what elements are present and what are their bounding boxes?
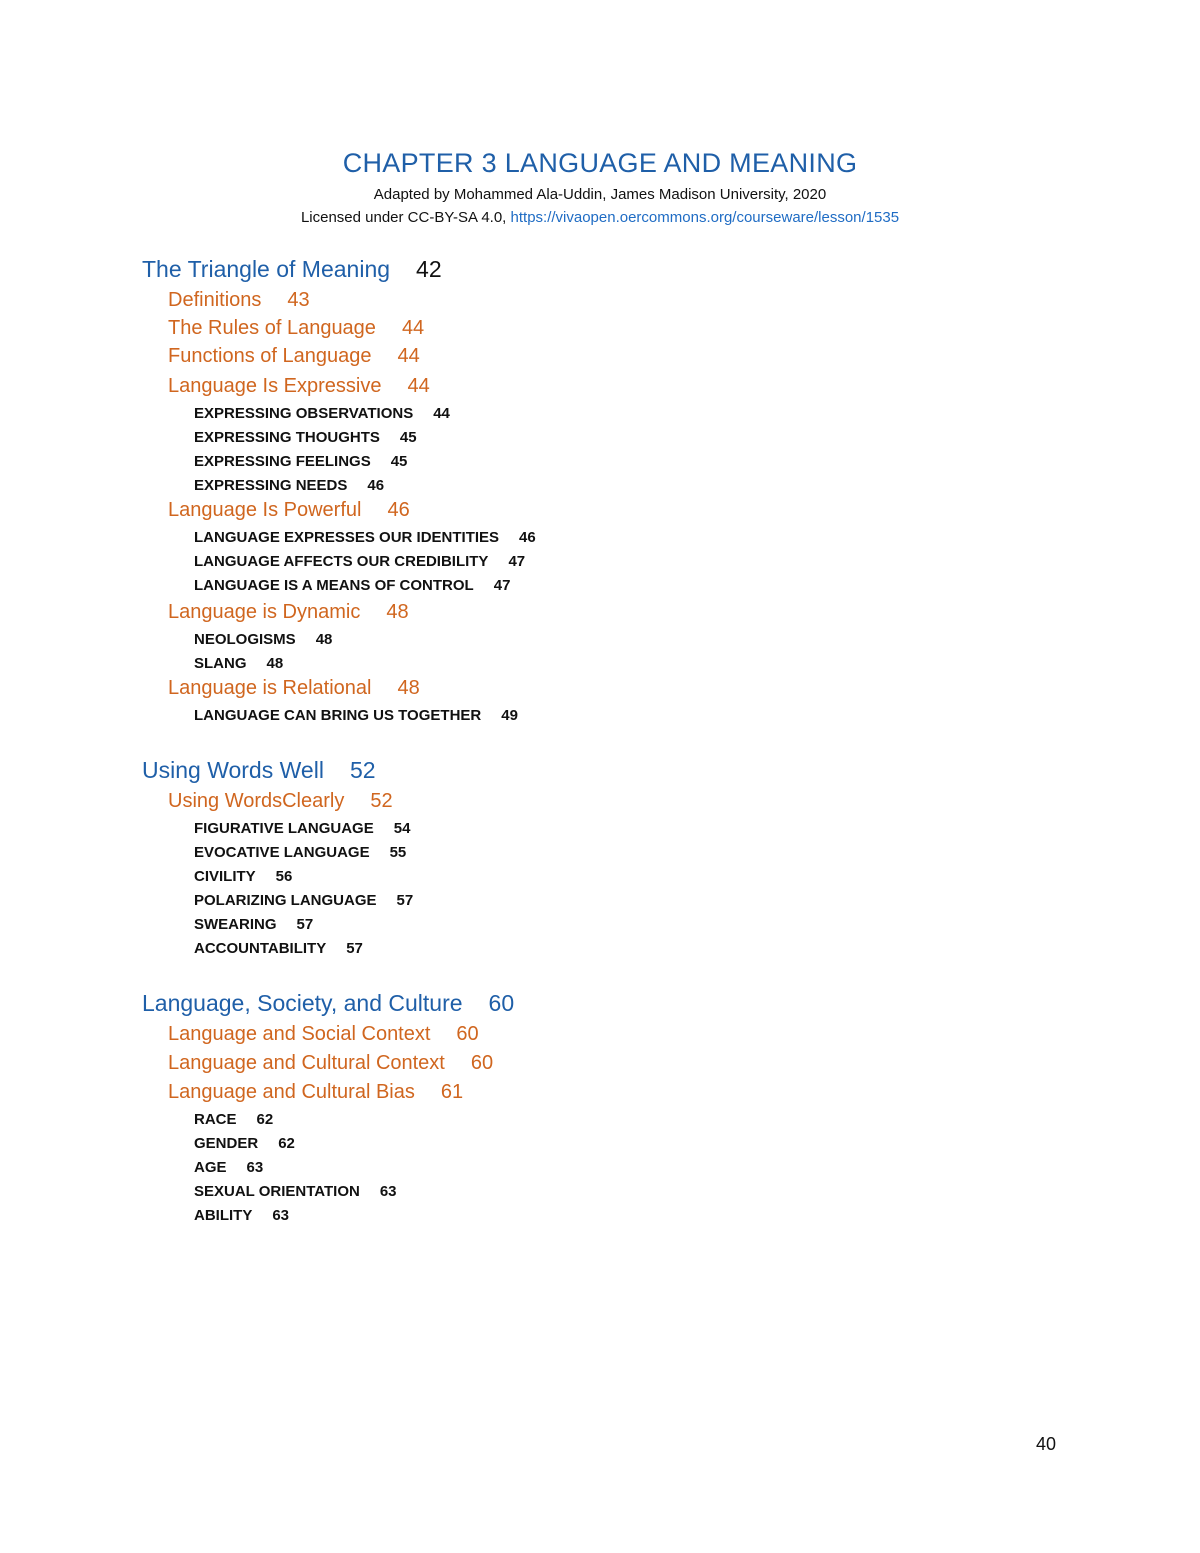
- toc-entry[interactable]: [168, 1052, 493, 1075]
- toc-title: The Triangle of Meaning: [142, 256, 391, 282]
- toc-entry[interactable]: [194, 631, 332, 648]
- toc-title: EVOCATIVE LANGUAGE: [194, 844, 370, 861]
- toc-page: 48: [315, 631, 333, 648]
- toc-entry[interactable]: [194, 577, 510, 594]
- toc-title: EXPRESSING NEEDS: [194, 477, 348, 494]
- toc-page: 42: [416, 256, 442, 282]
- toc-entry[interactable]: [168, 375, 430, 398]
- toc-page: 63: [379, 1183, 397, 1200]
- chapter-title: CHAPTER 3 LANGUAGE AND MEANING: [342, 148, 858, 178]
- toc-title: Language and Social Context: [168, 1023, 431, 1045]
- toc-title: SEXUAL ORIENTATION: [194, 1183, 360, 1200]
- toc-entry[interactable]: [194, 892, 413, 909]
- toc-entry[interactable]: [194, 529, 536, 546]
- toc-title: LANGUAGE EXPRESSES OUR IDENTITIES: [194, 529, 500, 546]
- toc-page: 60: [470, 1052, 494, 1074]
- toc-page: 54: [393, 820, 411, 837]
- toc-page: 49: [501, 707, 518, 724]
- toc-entry[interactable]: [168, 677, 420, 700]
- toc-title: POLARIZING LANGUAGE: [194, 892, 377, 909]
- toc-entry[interactable]: [194, 477, 384, 494]
- license-line: [0, 209, 1200, 226]
- toc-entry[interactable]: [168, 289, 310, 312]
- toc-entry[interactable]: [142, 757, 376, 784]
- toc-page: 52: [349, 757, 376, 783]
- toc-entry[interactable]: [194, 868, 292, 885]
- toc-title: EXPRESSING FEELINGS: [194, 453, 371, 470]
- toc-page: 46: [367, 477, 385, 494]
- toc-page: 60: [456, 1023, 479, 1045]
- toc-entry[interactable]: [194, 429, 417, 446]
- toc-entry[interactable]: [194, 1183, 397, 1200]
- toc-page: 57: [296, 916, 314, 933]
- toc-title: SWEARING: [194, 916, 277, 933]
- toc-page: 48: [266, 655, 284, 672]
- toc-page: 46: [519, 529, 536, 546]
- toc-title: Functions of Language: [168, 345, 372, 367]
- toc-entry[interactable]: [142, 990, 514, 1017]
- toc-entry[interactable]: [194, 707, 518, 724]
- toc-title: Language Is Powerful: [168, 499, 362, 521]
- toc-title: LANGUAGE IS A MEANS OF CONTROL: [194, 577, 474, 594]
- toc-entry[interactable]: [168, 790, 393, 813]
- toc-title: NEOLOGISMS: [194, 631, 296, 648]
- toc-page: 43: [287, 289, 310, 311]
- toc-page: 44: [407, 375, 430, 397]
- toc-page: 62: [278, 1135, 295, 1152]
- toc-entry[interactable]: [194, 916, 313, 933]
- toc-page: 47: [493, 577, 511, 594]
- toc-page: 57: [346, 940, 363, 957]
- toc-entry[interactable]: [194, 1135, 295, 1152]
- toc-entry[interactable]: [194, 1207, 289, 1224]
- toc-title: LANGUAGE AFFECTS OUR CREDIBILITY: [194, 553, 489, 570]
- toc-page: 44: [401, 317, 425, 339]
- toc-page: 55: [389, 844, 407, 861]
- toc-entry[interactable]: [168, 499, 410, 522]
- toc-page: 56: [275, 868, 293, 885]
- toc-page: 44: [433, 405, 450, 422]
- toc-title: Language Is Expressive: [168, 375, 382, 397]
- toc-title: EXPRESSING THOUGHTS: [194, 429, 380, 446]
- toc-entry[interactable]: [168, 601, 409, 624]
- toc-page: 45: [390, 453, 408, 470]
- page-number: 40: [1036, 1434, 1057, 1454]
- toc-title: ACCOUNTABILITY: [194, 940, 327, 957]
- toc-title: Language is Dynamic: [168, 601, 361, 623]
- toc-entry[interactable]: [194, 405, 450, 422]
- toc-title: FIGURATIVE LANGUAGE: [194, 820, 374, 837]
- toc-title: CIVILITY: [194, 868, 256, 885]
- toc-page: 63: [272, 1207, 290, 1224]
- toc-page: 60: [488, 990, 515, 1016]
- toc-entry[interactable]: [194, 820, 410, 837]
- toc-page: 62: [256, 1111, 274, 1128]
- toc-title: Using WordsClearly: [168, 790, 345, 812]
- toc-title: Language and Cultural Bias: [168, 1081, 415, 1103]
- toc-entry[interactable]: [168, 317, 424, 340]
- toc-entry[interactable]: [194, 1159, 263, 1176]
- toc-title: EXPRESSING OBSERVATIONS: [194, 405, 414, 422]
- license-text: Licensed under CC-BY-SA 4.0,: [300, 209, 511, 226]
- toc-title: Language is Relational: [168, 677, 372, 699]
- toc-entry[interactable]: [194, 940, 363, 957]
- toc-entry[interactable]: [194, 844, 406, 861]
- toc-page: 52: [370, 790, 393, 812]
- toc-title: The Rules of Language: [168, 317, 376, 339]
- toc-page: 63: [246, 1159, 264, 1176]
- attribution-line: Adapted by Mohammed Ala-Uddin, James Madison University, 2020: [373, 186, 827, 203]
- toc-page: 57: [396, 892, 414, 909]
- toc-entry[interactable]: [142, 256, 442, 283]
- toc-page: 48: [386, 601, 409, 623]
- toc-title: SLANG: [194, 655, 247, 672]
- toc-entry[interactable]: [194, 1111, 273, 1128]
- toc-page: 44: [397, 345, 420, 367]
- toc-page: 46: [387, 499, 410, 521]
- toc-title: Using Words Well: [142, 757, 324, 783]
- toc-entry[interactable]: [168, 345, 420, 368]
- toc-title: RACE: [194, 1111, 237, 1128]
- toc-page: 45: [399, 429, 417, 446]
- toc-title: Language, Society, and Culture: [142, 990, 463, 1016]
- toc-page: 47: [508, 553, 526, 570]
- toc-title: Language and Cultural Context: [168, 1052, 445, 1074]
- toc-entry[interactable]: [168, 1081, 463, 1104]
- toc-title: GENDER: [194, 1135, 259, 1152]
- toc-page: 61: [440, 1081, 464, 1103]
- toc-entry[interactable]: [194, 655, 283, 672]
- toc-entry[interactable]: [194, 453, 407, 470]
- toc-title: ABILITY: [194, 1207, 253, 1224]
- toc-entry[interactable]: [194, 553, 525, 570]
- toc-title: Definitions: [168, 289, 262, 311]
- toc-title: AGE: [194, 1159, 227, 1176]
- toc-entry[interactable]: [168, 1023, 479, 1046]
- toc-title: LANGUAGE CAN BRING US TOGETHER: [194, 707, 482, 724]
- toc-page: 48: [397, 677, 420, 699]
- license-link[interactable]: https://vivaopen.oercommons.org/courseware/lesson/1535: [510, 209, 900, 226]
